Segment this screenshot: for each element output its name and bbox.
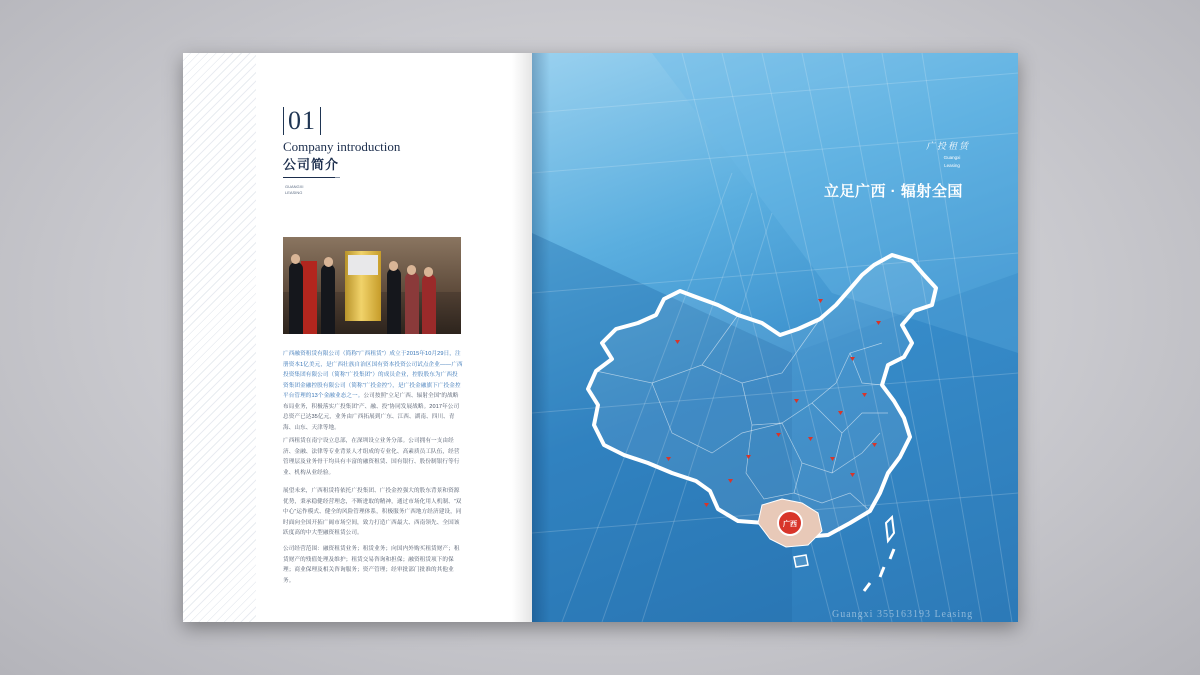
china-map — [532, 53, 1018, 622]
china-map-outline — [588, 255, 936, 537]
script-title: 广投租赁 — [926, 142, 971, 152]
small-label-line1: GUANGXI — [285, 184, 304, 189]
photo-red-cloth — [301, 261, 317, 334]
photo-person — [289, 262, 303, 334]
title-underline — [283, 177, 335, 178]
right-page — [532, 53, 1018, 622]
body-paragraph: 广西租赁在南宁设立总部，在深圳设立业务分部。公司拥有一支由经济、金融、法律等专业背景人才组成的专业化、高素质员工队伍，经营管理层及业务骨干均具有丰富的融资租赁、国有银行、股份制银行等行业、机构从业经验。 — [283, 438, 460, 476]
photo-person — [405, 272, 419, 334]
body-paragraph — [283, 349, 463, 433]
left-page — [183, 53, 532, 622]
guangxi-label: 广西 — [783, 520, 797, 528]
photo-person — [387, 268, 401, 334]
brochure-spread — [183, 53, 1018, 622]
photo-golden-plaque — [345, 251, 381, 321]
photo-head — [291, 254, 300, 264]
body-paragraph-lead: 广西融资租赁有限公司（简称“广西租赁”）成立于2015年10月29日，注册资本1亿美元，是广西壮族自治区国有资本投资公司试点企业——广西投资集团有限公司（简称“广投集团”）的成员企业，控股股东为广西投资集团金融控股有限公司（简称“广投金控”），是广投金融旗下广投金控平台管理的13个金融业态之一。 — [283, 351, 463, 399]
section-number-box — [283, 107, 321, 135]
striped-margin — [183, 53, 256, 622]
body-paragraph: 展望未来，广西租赁将依托广投集团、广投金控强大的股东背景和资源优势，秉承稳健经营理念，不断进取的精神，通过市场化用人机制、“双中心”运作模式、健全的风险管理体系，积极服务广西地方经济建设，同时面向全国开拓广阔市场空间，致力打造广西最大、西南领先、全国该跃度高的中大型融资租赁公司。 — [283, 488, 462, 536]
photo-person — [321, 264, 335, 334]
south-sea-dashes — [864, 549, 894, 591]
photo-person — [422, 274, 436, 334]
photo-head — [389, 261, 398, 271]
small-label-line2: LEASING — [285, 190, 303, 195]
title-chinese: 公司简介 — [283, 157, 340, 172]
map-marker — [704, 503, 709, 507]
ceremony-photo — [283, 237, 461, 334]
hainan-island — [794, 555, 808, 567]
title-underline-accent — [335, 177, 340, 178]
small-english-label — [285, 184, 303, 196]
map-marker — [818, 299, 823, 303]
photo-head — [324, 257, 333, 267]
headline: 立足广西 · 辐射全国 — [824, 183, 963, 200]
title-english: Company introduction — [283, 139, 401, 154]
mini-en-line1: Guangxi — [943, 155, 961, 160]
photo-head — [424, 267, 433, 277]
section-number: 01 — [288, 106, 316, 135]
bottom-watermark-text: Guangxi 355163193 Leasing — [832, 609, 974, 620]
body-paragraph-rest: 公司按照“立足广西、辐射全国”的战略布局业务，积极落实广投集团“产、融、投”协同发展战略。2017年公司总资产已达35亿元，业务由广西拓展到广东、江西、湖南、四川、青海、山东、天津等地。 — [283, 393, 460, 431]
photo-head — [407, 265, 416, 275]
gutter-shadow — [512, 53, 532, 622]
mini-en-line2: Leasing — [944, 163, 960, 168]
body-paragraph: 公司经营范围：融资租赁业务；租赁业务；向国内外购买租赁财产；租赁财产的残值处理及维护；租赁交易咨询和担保；融资租赁项下的保理；商业保理及相关咨询服务；资产管理；经审批部门批准的其他业务。 — [283, 546, 460, 584]
taiwan-island — [886, 517, 894, 541]
